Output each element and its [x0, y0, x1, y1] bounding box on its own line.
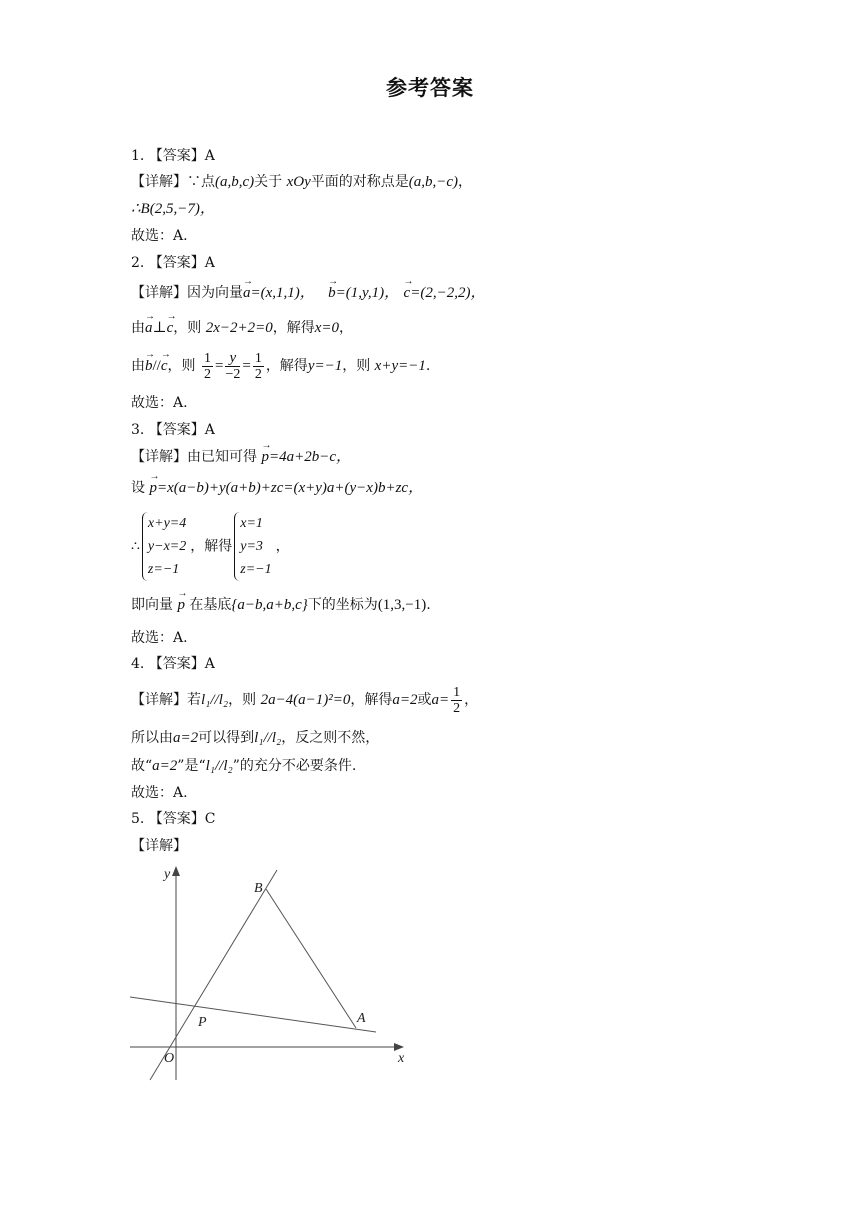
q3-choose: 故选：A.	[131, 630, 188, 646]
label-b: B	[254, 881, 263, 896]
label-x: x	[398, 1051, 405, 1066]
equation-system: x+y=4 y−x=2 z=−1	[142, 512, 186, 581]
q2-perpendicular: 由→ a⊥→ c，则 2x−2+2=0，解得x=0，	[131, 318, 353, 338]
q5-detail: 【详解】	[131, 838, 187, 854]
q1-conclusion: ∴B(2,5,−7)，	[131, 201, 215, 217]
x-axis-arrow	[394, 1043, 404, 1051]
q4-detail: 【详解】若l₁//l₂，则 2a−4(a−1)²=0，解得a=2或a= $\frac{1}{2}$ ，	[131, 684, 479, 716]
solution-system: x=1 y=3 z=−1	[234, 512, 271, 581]
q4-choose: 故选：A.	[131, 785, 188, 801]
label-o: O	[164, 1051, 175, 1066]
q3-answer: 3. 【答案】A	[131, 422, 215, 438]
q3-detail: 【详解】由已知可得 → p=4a+2b−c，	[131, 447, 351, 467]
q4-reason: 所以由a=2可以得到l₁//l₂，反之则不然，	[131, 730, 380, 746]
geometry-figure	[120, 860, 420, 1085]
fraction: $\frac{1}{2}$	[254, 350, 262, 382]
q3-system: ∴ x+y=4 y−x=2 z=−1 ，解得 x=1 y=3 z=−1 ，	[131, 512, 290, 582]
q1-choose: 故选：A.	[131, 228, 188, 244]
label-p: P	[198, 1015, 207, 1030]
q2-choose: 故选：A.	[131, 395, 188, 411]
label-y: y	[164, 867, 171, 882]
fraction: $\frac{1}{2}$	[203, 350, 211, 382]
q5-answer: 5. 【答案】C	[131, 811, 216, 827]
y-axis-arrow	[172, 866, 180, 876]
label-a: A	[357, 1011, 366, 1026]
line-ob	[150, 870, 277, 1080]
page-title: 参考答案	[386, 76, 474, 100]
q3-basis: 即向量 → p 在基底{a−b,a+b,c}下的坐标为(1,3,−1).	[131, 595, 431, 615]
q1-detail: 【详解】∵点(a,b,c)关于 xOy平面的对称点是(a,b,−c)，	[131, 174, 473, 190]
q4-answer: 4. 【答案】A	[131, 656, 215, 672]
fraction: $\frac{y}{-2}$	[225, 349, 241, 382]
q3-setup: 设 → p=x(a−b)+y(a+b)+zc=(x+y)a+(y−x)b+zc，	[131, 478, 423, 498]
fraction: $\frac{1}{2}$	[453, 684, 461, 716]
q1-answer: 1. 【答案】A	[131, 148, 215, 164]
q2-parallel: 由→ b//→ c，则 $\frac{1}{2}$ = $\frac{y}{-2}$ = $\frac{1}{2}$ ，解得y=−1，则 x+y=−1.	[131, 349, 430, 383]
q4-conclusion: 故“a=2”是“l₁//l₂”的充分不必要条件.	[131, 758, 357, 774]
q2-answer: 2. 【答案】A	[131, 255, 215, 271]
q2-detail: 【详解】因为向量→ a=(x,1,1)， → b=(1,y,1)， → c=(2,−2,2)，	[131, 283, 485, 303]
segment-ba	[266, 889, 356, 1028]
